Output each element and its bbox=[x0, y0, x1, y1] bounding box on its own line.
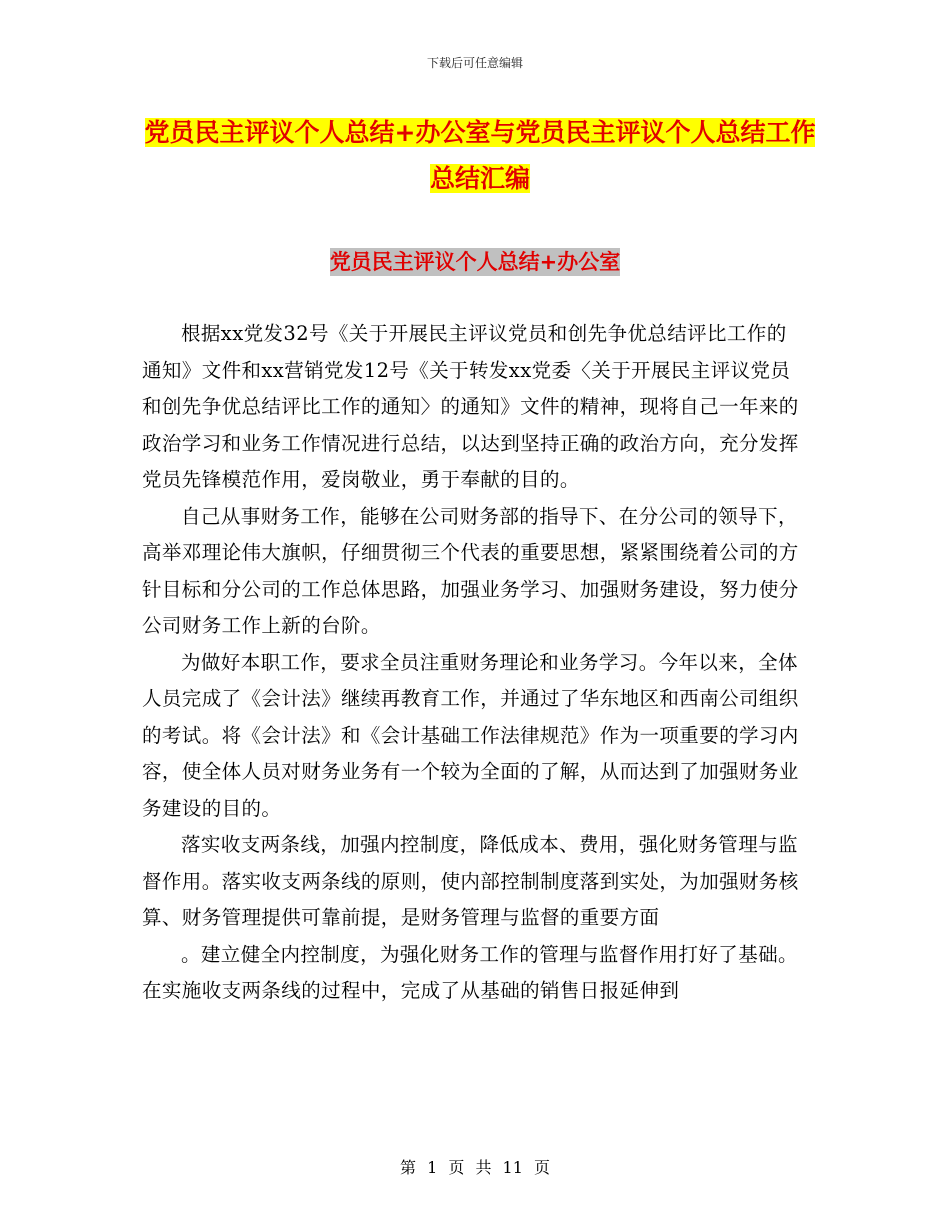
document-title-text: 党员民主评议个人总结+办公室与党员民主评议个人总结工作总结汇编 bbox=[144, 118, 816, 193]
paragraph: 根据xx党发32号《关于开展民主评议党员和创先争优总结评比工作的通知》文件和xx营销党发12号《关于转发xx党委〈关于开展民主评议党员和创先争优总结评比工作的通知〉的通知》文件的精神，现将自己一年来的政治学习和业务工作情况进行总结，以达到坚持正确的政治方向，充分发挥党员先锋模范作用，爱岗敬业，勇于奉献的目的。 bbox=[142, 322, 799, 491]
document-body bbox=[142, 316, 806, 1010]
paragraph: 自己从事财务工作，能够在公司财务部的指导下、在分公司的领导下，高举邓理论伟大旗帜，仔细贯彻三个代表的重要思想，紧紧围绕着公司的方针目标和分公司的工作总体思路，加强业务学习、加强财务建设，努力使分公司财务工作上新的台阶。 bbox=[142, 504, 799, 637]
paragraph: 落实收支两条线，加强内控制度，降低成本、费用，强化财务管理与监督作用。落实收支两条线的原则，使内部控制制度落到实处，为加强财务核算、财务管理提供可靠前提，是财务管理与监督的重要方面 bbox=[142, 833, 799, 929]
document-title bbox=[140, 110, 820, 202]
section-title bbox=[0, 246, 950, 276]
header-note: 下载后可任意编辑 bbox=[426, 56, 523, 70]
paragraph: 为做好本职工作，要求全员注重财务理论和业务学习。今年以来，全体人员完成了《会计法》继续再教育工作，并通过了华东地区和西南公司组织的考试。将《会计法》和《会计基础工作法律规范》作为一项重要的学习内容，使全体人员对财务业务有一个较为全面的了解，从而达到了加强财务业务建设的目的。 bbox=[142, 650, 799, 820]
paragraph: 。建立健全内控制度，为强化财务工作的管理与监督作用打好了基础。在实施收支两条线的过程中，完成了从基础的销售日报延伸到 bbox=[142, 942, 798, 1002]
page-footer: 第 1 页 共 11 页 bbox=[400, 1158, 550, 1177]
section-title-text: 党员民主评议个人总结+办公室 bbox=[329, 250, 621, 274]
